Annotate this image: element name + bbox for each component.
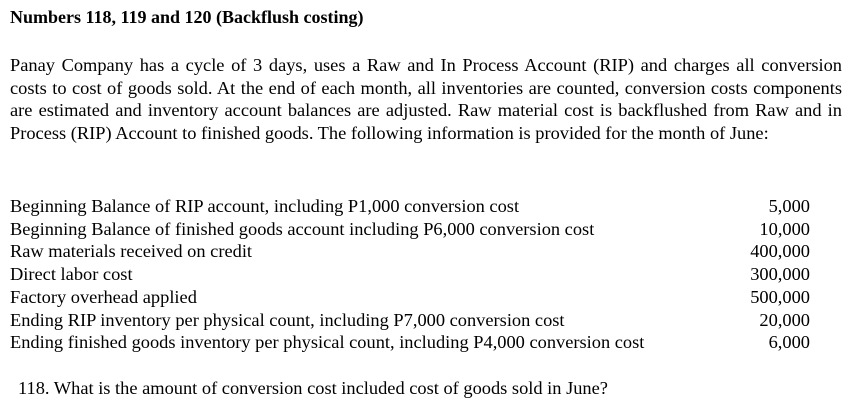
item-label: Direct labor cost — [10, 264, 133, 285]
problem-paragraph: Panay Company has a cycle of 3 days, uses a Raw and In Process Account (RIP) and charges all conversion costs to cost of goods sold. At the end of each month, all inventories are counted, conversion costs components are estimated and inventory account balances are adjusted. Raw material cost is backflushed from Raw and in Process (RIP) Account to finished goods. The following information is provided for the month of June: — [10, 55, 842, 143]
item-amount: 20,000 — [759, 309, 810, 330]
item-label: Ending RIP inventory per physical count, including P7,000 conversion cost — [10, 309, 565, 330]
item-amount: 5,000 — [768, 196, 810, 216]
item-label: Raw materials received on credit — [10, 241, 253, 262]
list-item — [10, 195, 810, 218]
item-amount: 10,000 — [759, 218, 810, 239]
item-label: Beginning Balance of finished goods account including P6,000 conversion cost — [10, 218, 595, 239]
item-amount: 500,000 — [750, 286, 810, 307]
list-item — [10, 240, 810, 263]
list-item — [10, 263, 810, 286]
problem-heading: Numbers 118, 119 and 120 (Backflush costing) — [10, 7, 364, 27]
item-amount: 300,000 — [750, 264, 810, 285]
item-amount: 400,000 — [750, 241, 810, 262]
item-amount: 6,000 — [768, 332, 810, 353]
question-118: 118. What is the amount of conversion cost included cost of goods sold in June? — [18, 378, 608, 398]
item-label: Factory overhead applied — [10, 286, 197, 307]
list-item — [10, 309, 810, 332]
list-item — [10, 286, 810, 309]
list-item — [10, 218, 810, 241]
data-list — [10, 195, 810, 354]
list-item — [10, 331, 810, 354]
item-label: Beginning Balance of RIP account, including P1,000 conversion cost — [10, 196, 520, 216]
item-label: Ending finished goods inventory per physical count, including P4,000 conversion cost — [10, 332, 645, 353]
